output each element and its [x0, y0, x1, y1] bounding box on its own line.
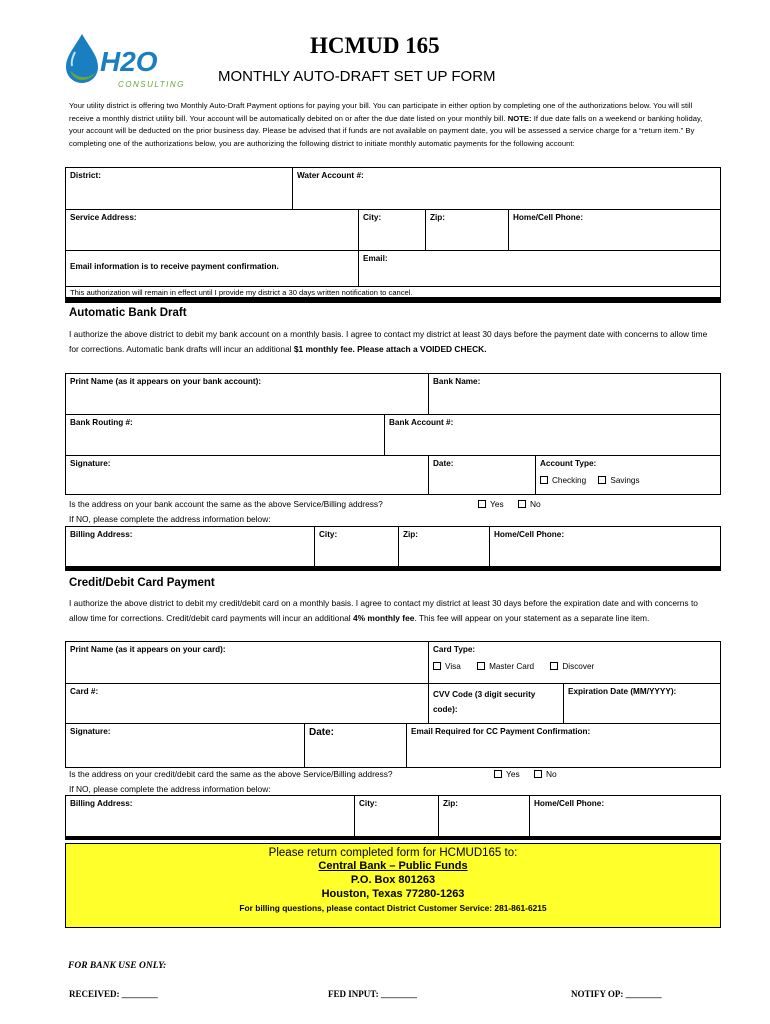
service-phone-field[interactable]: Home/Cell Phone:	[508, 209, 721, 251]
district-field[interactable]: District:	[65, 167, 293, 210]
card-if-no-note: If NO, please complete the address information below:	[69, 784, 271, 794]
card-billing-zip-field[interactable]: Zip:	[438, 795, 530, 837]
form-subtitle: MONTHLY AUTO-DRAFT SET UP FORM	[218, 68, 496, 85]
card-same-address-question: Is the address on your credit/debit card the same as the above Service/Billing address? Yes No	[69, 767, 719, 782]
bank-signature-field[interactable]: Signature:	[65, 455, 429, 495]
section-divider	[65, 297, 721, 303]
savings-checkbox[interactable]: Savings	[598, 476, 639, 485]
email-required-field[interactable]: Email Required for CC Payment Confirmation:	[406, 723, 721, 768]
fed-input-field: FED INPUT: ________	[328, 989, 417, 999]
card-type-field: Card Type: Visa Master Card Discover	[428, 641, 721, 684]
authorization-note: This authorization will remain in effect until I provide my district a 30 days written notification to cancel.	[65, 286, 721, 298]
card-billing-city-field[interactable]: City:	[354, 795, 439, 837]
return-heading: Please return completed form for HCMUD165 to:	[268, 847, 518, 859]
cvv-field[interactable]: CVV Code (3 digit security code):	[428, 683, 564, 724]
intro-paragraph: Your utility district is offering two Monthly Auto-Draft Payment options for paying your bill. You can participate in either option by completing one of the authorizations below. You will still receive a monthly district utility bill. Your account will be automatically debited on or after the due date listed on your monthly bill. NOTE: If due date falls on a weekend or banking holiday, your account will be deducted on the prior business day. Please be advised that if funds are not available on payment date, you will be assessed a service charge for a “return item.” By completing one of the authorizations below, you are authorizing the following district to initiate monthly automatic payments for the following account:	[69, 101, 703, 148]
return-city-state: Houston, Texas 77280-1263	[321, 888, 465, 900]
email-field[interactable]: Email:	[358, 250, 721, 287]
service-address-field[interactable]: Service Address:	[65, 209, 359, 251]
card-date-field[interactable]: Date:	[304, 723, 407, 768]
email-info-label: Email information is to receive payment confirmation.	[65, 250, 359, 287]
card-print-name-field[interactable]: Print Name (as it appears on your card):	[65, 641, 429, 684]
discover-checkbox[interactable]: Discover	[550, 662, 594, 671]
card-number-field[interactable]: Card #:	[65, 683, 429, 724]
section-divider	[65, 836, 721, 840]
bank-billing-phone-field[interactable]: Home/Cell Phone:	[489, 526, 721, 567]
received-field: RECEIVED: ________	[69, 989, 158, 999]
service-city-field[interactable]: City:	[358, 209, 426, 251]
form-title: HCMUD 165	[310, 33, 440, 58]
visa-checkbox[interactable]: Visa	[433, 662, 461, 671]
return-bank-name: Central Bank – Public Funds	[318, 860, 468, 872]
return-instructions-box	[65, 843, 721, 928]
card-payment-title: Credit/Debit Card Payment	[69, 577, 215, 589]
bank-date-field[interactable]: Date:	[428, 455, 536, 495]
bank-same-no-checkbox[interactable]: No	[518, 497, 541, 512]
checking-checkbox[interactable]: Checking	[540, 476, 586, 485]
card-billing-address-field[interactable]: Billing Address:	[65, 795, 355, 837]
section-divider	[65, 567, 721, 571]
logo-tagline: CONSULTING	[118, 80, 185, 89]
h2o-consulting-logo	[60, 30, 190, 92]
water-account-field[interactable]: Water Account #:	[292, 167, 721, 210]
card-billing-phone-field[interactable]: Home/Cell Phone:	[529, 795, 721, 837]
card-same-yes-checkbox[interactable]: Yes	[494, 767, 520, 782]
bank-billing-address-field[interactable]: Billing Address:	[65, 526, 315, 567]
bank-same-address-question: Is the address on your bank account the same as the above Service/Billing address? Yes No	[69, 497, 719, 512]
bank-routing-field[interactable]: Bank Routing #:	[65, 414, 385, 456]
service-zip-field[interactable]: Zip:	[425, 209, 509, 251]
bank-name-field[interactable]: Bank Name:	[428, 373, 721, 415]
return-po-box: P.O. Box 801263	[350, 874, 436, 886]
logo-brand: H2O	[100, 46, 158, 77]
bank-same-yes-checkbox[interactable]: Yes	[478, 497, 504, 512]
billing-questions-note: For billing questions, please contact District Customer Service: 281-861-6215	[239, 903, 547, 913]
bank-if-no-note: If NO, please complete the address information below:	[69, 514, 271, 524]
account-type-field: Account Type: Checking Savings	[535, 455, 721, 495]
bank-billing-zip-field[interactable]: Zip:	[398, 526, 490, 567]
bank-print-name-field[interactable]: Print Name (as it appears on your bank account):	[65, 373, 429, 415]
water-drop-icon	[60, 30, 190, 92]
bank-billing-city-field[interactable]: City:	[314, 526, 399, 567]
bank-draft-paragraph: I authorize the above district to debit my bank account on a monthly basis. I agree to contact my district at least 30 days before the payment date with concerns to allow time for corrections. Automatic bank drafts will incur an additional $1 monthly fee. Please attach a VOIDED CHECK.	[69, 329, 708, 354]
bank-use-only-label: FOR BANK USE ONLY:	[68, 961, 167, 971]
bank-account-field[interactable]: Bank Account #:	[384, 414, 721, 456]
bank-draft-title: Automatic Bank Draft	[69, 307, 187, 319]
card-same-no-checkbox[interactable]: No	[534, 767, 557, 782]
notify-op-field: NOTIFY OP: ________	[571, 989, 662, 999]
expiration-field[interactable]: Expiration Date (MM/YYYY):	[563, 683, 721, 724]
card-payment-paragraph: I authorize the above district to debit my credit/debit card on a monthly basis. I agree to contact my district at least 30 days before the expiration date and with concerns to allow time for corrections. Credit/debit card payments will incur an additional 4% monthly fee. This fee will appear on your statement as a separate line item.	[69, 598, 698, 623]
mastercard-checkbox[interactable]: Master Card	[477, 662, 534, 671]
card-signature-field[interactable]: Signature:	[65, 723, 305, 768]
